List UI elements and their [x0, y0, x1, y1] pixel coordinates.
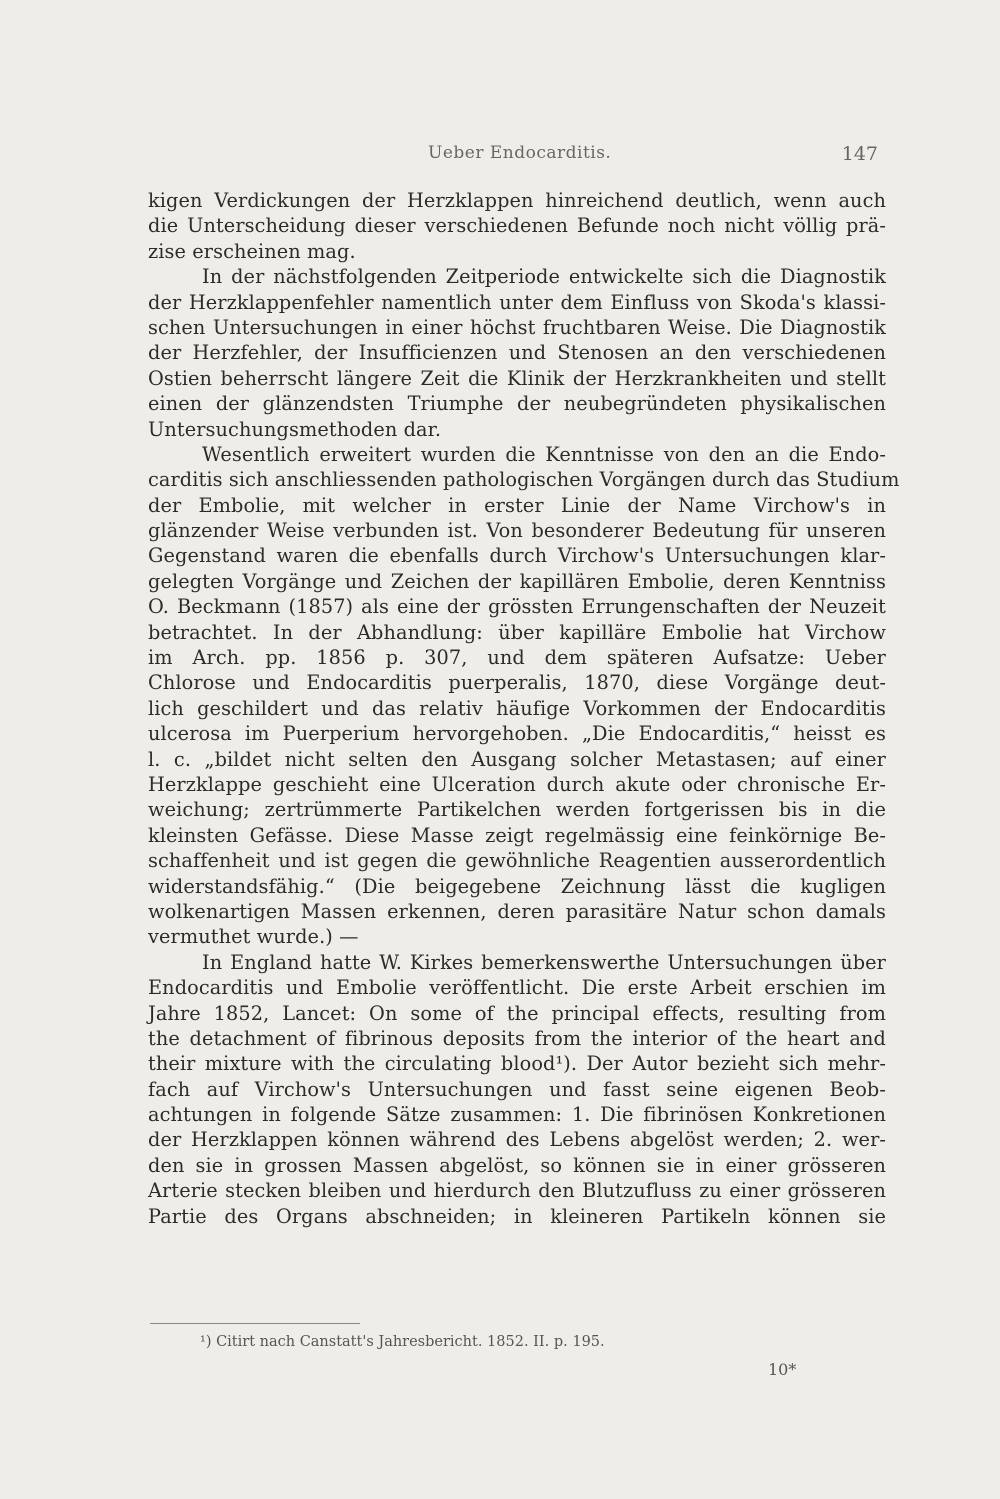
text-line: den sie in grossen Massen abgelöst, so können sie in einer grösseren: [148, 1153, 886, 1177]
text-line: der Herzklappenfehler namentlich unter dem Einfluss von Skoda's klassi-: [148, 290, 886, 314]
text-line: Untersuchungsmethoden dar.: [148, 417, 442, 441]
page-number: 147: [841, 143, 878, 165]
text-line: zise erscheinen mag.: [148, 239, 356, 263]
text-line: In der nächstfolgenden Zeitperiode entwickelte sich die Diagnostik: [202, 265, 886, 289]
text-line: ulcerosa im Puerperium hervorgehoben. „Die Endocarditis,“ heisst es: [148, 722, 886, 746]
text-line: l. c. „bildet nicht selten den Ausgang solcher Metastasen; auf einer: [148, 747, 886, 771]
text-line: glänzender Weise verbunden ist. Von besonderer Bedeutung für unseren: [148, 519, 886, 543]
text-line: im Arch. pp. 1856 p. 307, und dem späteren Aufsatze: Ueber: [148, 646, 886, 670]
text-line: widerstandsfähig.“ (Die beigegebene Zeichnung lässt die kugligen: [148, 874, 886, 898]
text-line: fach auf Virchow's Untersuchungen und fasst seine eigenen Beob-: [148, 1077, 886, 1101]
text-line: achtungen in folgende Sätze zusammen: 1. Die fibrinösen Konkretionen: [148, 1103, 886, 1127]
text-line: lich geschildert und das relativ häufige Vorkommen der Endocarditis: [148, 696, 886, 720]
text-line: the detachment of fibrinous deposits from the interior of the heart and: [148, 1026, 886, 1050]
text-line: carditis sich anschliessenden pathologischen Vorgängen durch das Studium: [148, 468, 900, 492]
footnote-divider: [150, 1323, 360, 1324]
text-line: Jahre 1852, Lancet: On some of the principal effects, resulting from: [148, 1001, 886, 1025]
text-line: betrachtet. In der Abhandlung: über kapilläre Embolie hat Virchow: [148, 620, 886, 644]
text-line: schen Untersuchungen in einer höchst fruchtbaren Weise. Die Diagnostik: [148, 315, 886, 339]
text-line: Gegenstand waren die ebenfalls durch Virchow's Untersuchungen klar-: [148, 544, 886, 568]
text-line: vermuthet wurde.) —: [148, 925, 359, 949]
text-line: In England hatte W. Kirkes bemerkenswerthe Untersuchungen über: [202, 950, 886, 974]
text-line: weichung; zertrümmerte Partikelchen werden fortgerissen bis in die: [148, 798, 886, 822]
text-line: Chlorose und Endocarditis puerperalis, 1870, diese Vorgänge deut-: [148, 671, 886, 695]
text-line: O. Beckmann (1857) als eine der grössten Errungenschaften der Neuzeit: [148, 595, 886, 619]
text-line: wolkenartigen Massen erkennen, deren parasitäre Natur schon damals: [148, 899, 886, 923]
text-line: Arterie stecken bleiben und hierdurch den Blutzufluss zu einer grösseren: [148, 1179, 886, 1203]
text-line: Endocarditis und Embolie veröffentlicht. Die erste Arbeit erschien im: [148, 976, 886, 1000]
text-line: gelegten Vorgänge und Zeichen der kapillären Embolie, deren Kenntniss: [148, 569, 886, 593]
signature-mark: 10*: [768, 1360, 797, 1379]
text-line: einen der glänzendsten Triumphe der neubegründeten physikalischen: [148, 392, 886, 416]
text-line: die Unterscheidung dieser verschiedenen Befunde noch nicht völlig prä-: [148, 214, 886, 238]
text-line: der Embolie, mit welcher in erster Linie der Name Virchow's in: [148, 493, 886, 517]
text-line: Partie des Organs abschneiden; in kleineren Partikeln können sie: [148, 1204, 886, 1228]
text-line: der Herzklappen können während des Lebens abgelöst werden; 2. wer-: [148, 1128, 886, 1152]
text-line: kleinsten Gefässe. Diese Masse zeigt regelmässig eine feinkörnige Be-: [148, 823, 886, 847]
running-head: [148, 143, 878, 173]
text-line: Wesentlich erweitert wurden die Kenntnisse von den an die Endo-: [202, 442, 886, 466]
running-title: Ueber Endocarditis.: [428, 143, 612, 163]
text-line: Ostien beherrscht längere Zeit die Klinik der Herzkrankheiten und stellt: [148, 366, 886, 390]
text-line: Herzklappe geschieht eine Ulceration durch akute oder chronische Er-: [148, 772, 886, 796]
body-text: [148, 188, 900, 1229]
text-line: schaffenheit und ist gegen die gewöhnliche Reagentien ausserordentlich: [148, 849, 886, 873]
text-line: kigen Verdickungen der Herzklappen hinreichend deutlich, wenn auch: [148, 189, 886, 212]
text-line: their mixture with the circulating blood¹). Der Autor bezieht sich mehr-: [148, 1052, 886, 1076]
footnote: ¹) Citirt nach Canstatt's Jahresbericht. 1852. II. p. 195.: [200, 1334, 605, 1350]
text-line: der Herzfehler, der Insufficienzen und Stenosen an den verschiedenen: [148, 341, 886, 365]
